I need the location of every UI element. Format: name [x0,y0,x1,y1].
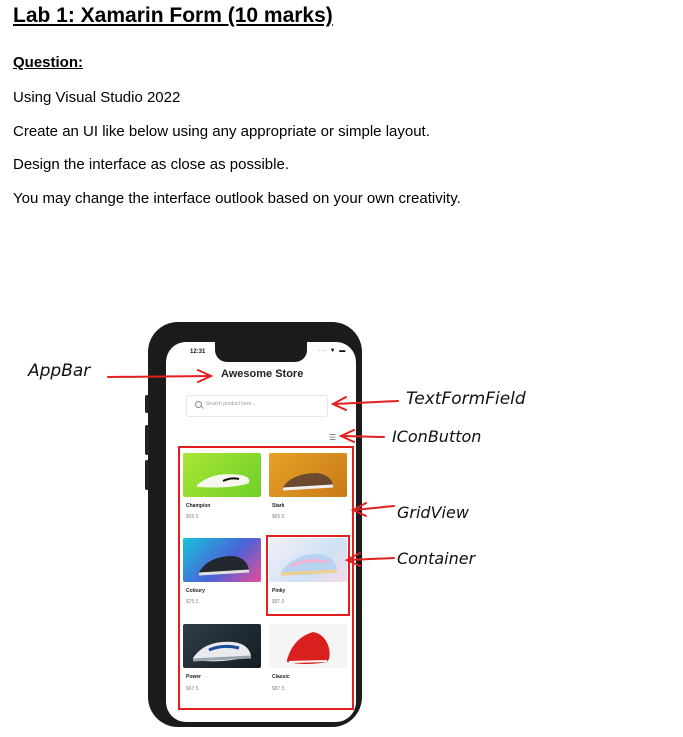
annotation-textformfield: TextFormField [406,389,526,409]
product-price: $87.5 [272,686,285,692]
instruction-line-4: You may change the interface outlook based on your own creativity. [13,190,461,207]
annotation-appbar: AppBar [28,361,91,381]
product-name: Pinky [272,588,286,594]
document-title: Lab 1: Xamarin Form (10 marks) [13,4,333,27]
product-price: $75.5 [186,599,199,605]
product-name: Classic [272,674,290,680]
product-price: $65.5 [272,514,285,520]
app-bar-title: Awesome Store [221,368,304,380]
annotation-iconbutton: IConButton [392,427,482,446]
status-icons: ··· ▼ ▬ [318,348,347,354]
product-price: $87.5 [272,599,285,605]
annotation-gridview: GridView [397,503,469,522]
annotation-container: Container [397,549,476,568]
product-price: $67.5 [186,686,199,692]
instruction-line-1: Using Visual Studio 2022 [13,89,181,106]
instruction-line-3: Design the interface as close as possible. [13,156,289,173]
list-icon-button[interactable]: ☰ [329,433,337,442]
product-name: Champion [186,503,211,509]
product-price: $55.5 [186,514,199,520]
instruction-line-2: Create an UI like below using any appropriate or simple layout. [13,123,430,140]
question-heading: Question: [13,54,83,71]
product-name: Stark [272,503,285,509]
annotation-arrows [0,320,683,737]
product-name: Coloury [186,588,205,594]
ui-mockup-figure [0,320,683,737]
search-placeholder: Search product here... [206,401,256,407]
product-name: Power [186,674,202,680]
status-time: 12:31 [190,349,206,355]
